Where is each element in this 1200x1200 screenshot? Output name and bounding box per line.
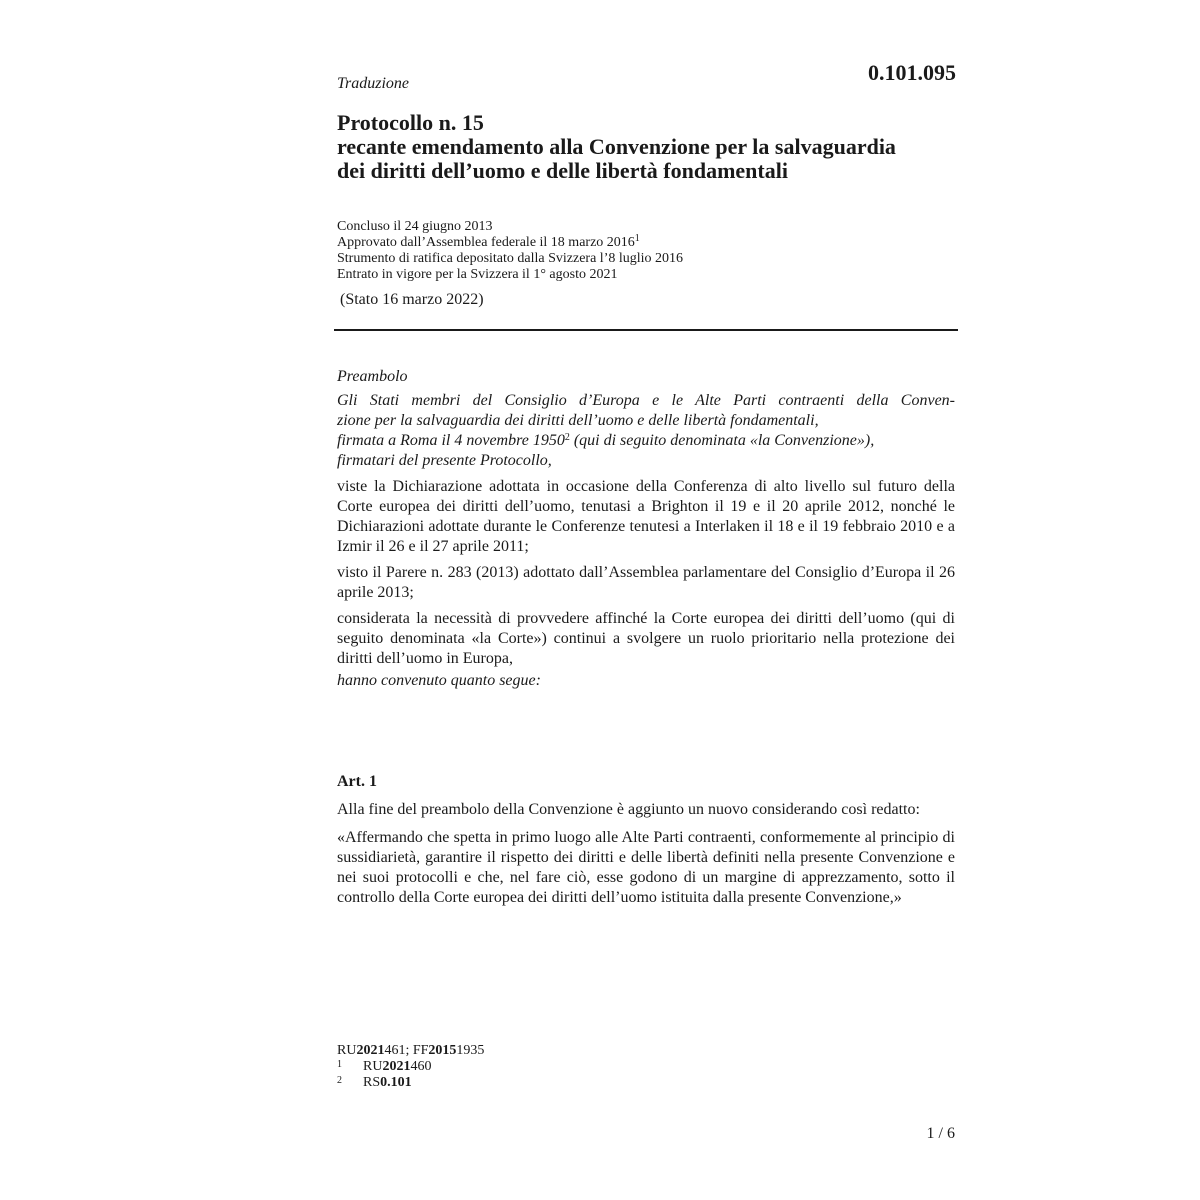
footnote-2-number: 2 (337, 1075, 342, 1086)
footnote-2-label: RS (363, 1075, 381, 1090)
article-1-paragraph-2: «Affermando che spetta in primo luogo alle Alte Parti contraenti, conformemente al principio di sussidiarietà, garantire il rispetto dei diritti e delle libertà definiti nella presente Convenzione e nei suoi protocolli e che, nel fare ciò, esse godono di un margine di apprezzamento, sotto il controllo della Corte europea dei diritti dell’uomo istituita dalla presente Convenzione,» (337, 829, 955, 906)
ref-ru-year: 2021 (356, 1043, 385, 1058)
footnote-1-number: 1 (337, 1059, 342, 1070)
page-number: 1 / 6 (926, 1125, 955, 1142)
footnote-1-rest: 460 (410, 1059, 432, 1074)
ref-ff-year: 2015 (428, 1043, 457, 1058)
article-1-paragraph-1: Alla fine del preambolo della Convenzione è aggiunto un nuovo considerando così redatto: (337, 801, 920, 818)
footnote-ref-2: 2 (564, 432, 570, 443)
document-title (337, 111, 962, 183)
title-line-1: Protocollo n. 15 (337, 110, 484, 135)
ref-ru-label: RU (337, 1043, 357, 1058)
preamble-intro-line-3b: (qui di seguito denominata «la Convenzione»), (569, 432, 875, 449)
translation-label: Traduzione (337, 75, 410, 92)
header-divider (334, 329, 958, 331)
meta-approved (337, 235, 683, 251)
footnote-1-label: RU (363, 1059, 383, 1074)
preamble-intro-line-2: zione per la salvaguardia dei diritti dell’uomo e delle libertà fondamentali, (337, 412, 819, 429)
footnote-2-ref: 0.101 (380, 1075, 412, 1090)
article-1-heading: Art. 1 (337, 773, 377, 790)
article-1-body (337, 800, 955, 916)
meta-approved-text: Approvato dall’Assemblea federale il 18 marzo 2016 (337, 235, 635, 250)
preamble-paragraph-1: viste la Dichiarazione adottata in occasione della Conferenza di alto livello sul futuro della Corte europea dei diritti dell’uomo, tenutasi a Brighton il 19 e il 20 aprile 2012, nonché le Dichiarazioni adottate durante le Conferenze tenutesi a Interlaken il 18 e il 19 febbraio 2010 e a Izmir il 26 e il 27 aprile 2011; (337, 478, 955, 555)
preamble-paragraph-3: considerata la necessità di provvedere affinché la Corte europea dei diritti dell’uomo (qui di seguito denominata «la Corte») continui a svolgere un ruolo prioritario nella protezione dei diritti dell’uomo in Europa, (337, 610, 955, 667)
preamble-section (337, 367, 955, 697)
ref-ff-num: 1935 (456, 1043, 485, 1058)
ref-ru-num: 461; FF (384, 1043, 429, 1058)
title-line-2: recante emendamento alla Convenzione per la salvaguardia (337, 134, 896, 159)
meta-in-force: Entrato in vigore per la Svizzera il 1° agosto 2021 (337, 267, 618, 282)
footnote-1 (337, 1059, 484, 1075)
document-metadata (337, 219, 683, 283)
preamble-intro-line-1: Gli Stati membri del Consiglio d’Europa e le Alte Parti contraenti della Conven- (337, 392, 955, 409)
document-page (337, 0, 955, 1200)
footnotes (337, 1043, 484, 1091)
preamble-intro-line-3 (337, 431, 955, 451)
meta-concluded: Concluso il 24 giugno 2013 (337, 219, 493, 234)
footnote-ref-1: 1 (634, 233, 640, 244)
preamble-paragraph-2: visto il Parere n. 283 (2013) adottato dall’Assemblea parlamentare del Consiglio d’Europa il 26 aprile 2013; (337, 564, 955, 601)
preamble-heading: Preambolo (337, 368, 408, 385)
title-line-3: dei diritti dell’uomo e delle libertà fondamentali (337, 158, 788, 183)
preamble-closing: hanno convenuto quanto segue: (337, 672, 541, 689)
meta-ratification: Strumento di ratifica depositato dalla Svizzera l’8 luglio 2016 (337, 251, 684, 266)
footnote-2 (337, 1075, 484, 1091)
official-reference (337, 1043, 484, 1059)
preamble-intro (337, 391, 955, 471)
document-number: 0.101.095 (868, 60, 956, 85)
status-date: (Stato 16 marzo 2022) (340, 291, 484, 308)
footnote-1-year: 2021 (382, 1059, 411, 1074)
preamble-intro-line-3a: firmata a Roma il 4 novembre 1950 (337, 432, 565, 449)
preamble-intro-line-4: firmatari del presente Protocollo, (337, 452, 552, 469)
